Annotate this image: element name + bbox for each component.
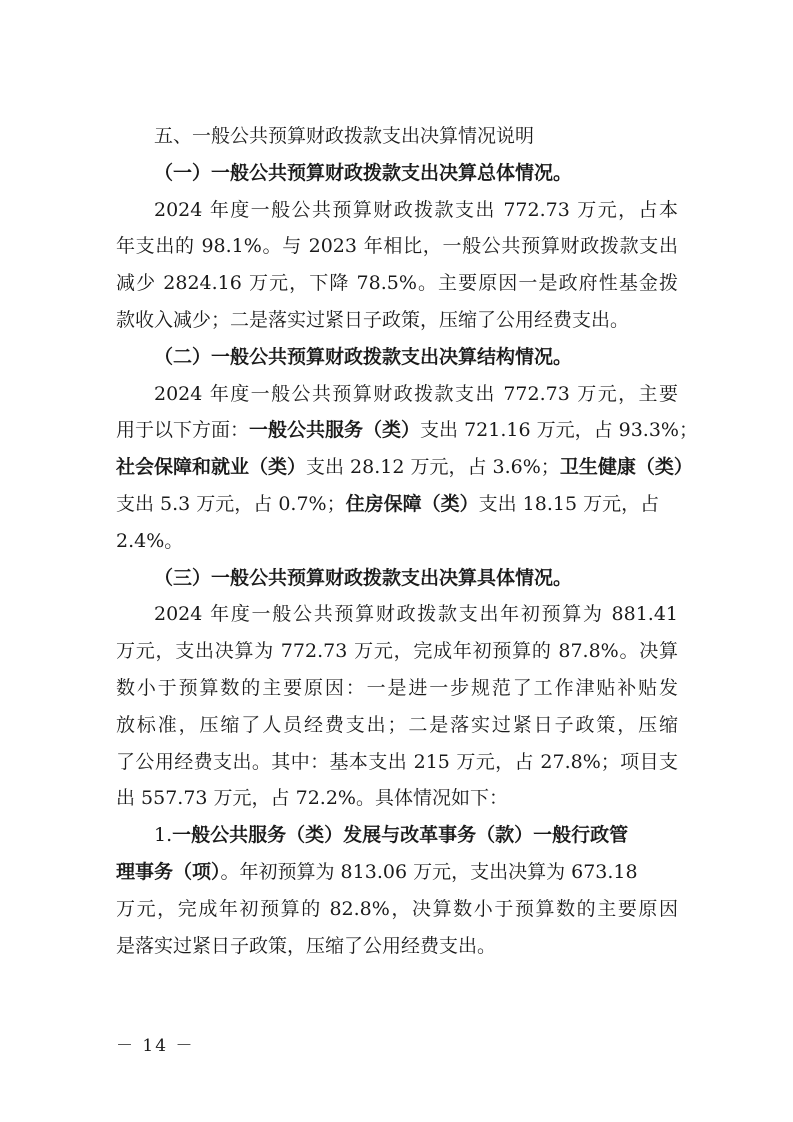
item-title-text: 理事务（项） — [116, 860, 221, 883]
category-label: 社会保障和就业（类） — [116, 456, 307, 479]
document-body — [116, 118, 698, 964]
text-run: 。年初预算为 813.06 万元，支出决算为 673.18 — [220, 860, 638, 883]
category-label: 一般公共服务（类） — [249, 419, 421, 442]
text-run: 支出 18.15 万元，占 — [478, 492, 660, 515]
category-label: 住房保障（类） — [345, 492, 479, 515]
paragraph-line: 出 557.73 万元，占 72.2%。具体情况如下： — [116, 787, 508, 810]
paragraph-line: 是落实过紧日子政策，压缩了公用经费支出。 — [116, 934, 497, 957]
paragraph-line: 万元，支出决算为 772.73 万元，完成年初预算的 87.8%。决算 — [116, 640, 678, 663]
category-label: 卫生健康（类） — [559, 456, 693, 479]
text-run: 支出 5.3 万元，占 0.7%； — [116, 492, 346, 515]
paragraph-line: 款收入减少；二是落实过紧日子政策，压缩了公用经费支出。 — [116, 308, 630, 331]
item-number: 1. — [154, 824, 173, 847]
item-1-title — [116, 817, 678, 854]
subsection-1-heading: （一）一般公共预算财政拨款支出决算总体情况。 — [154, 161, 573, 184]
section-title: 五、一般公共预算财政拨款支出决算情况说明 — [154, 125, 535, 147]
paragraph-line — [116, 486, 678, 523]
paragraph-line: 2.4%。 — [116, 529, 184, 552]
subsection-2-heading: （二）一般公共预算财政拨款支出决算结构情况。 — [154, 345, 573, 368]
paragraph-line: 减少 2824.16 万元，下降 78.5%。主要原因一是政府性基金拨 — [116, 272, 678, 295]
paragraph-line: 万元，完成年初预算的 82.8%，决算数小于预算数的主要原因 — [116, 897, 678, 920]
text-run: 支出 721.16 万元，占 93.3%； — [420, 419, 698, 442]
paragraph-line: 年支出的 98.1%。与 2023 年相比，一般公共预算财政拨款支出 — [116, 235, 678, 258]
paragraph-line: 放标准，压缩了人员经费支出；二是落实过紧日子政策，压缩 — [116, 713, 678, 736]
paragraph-line: 数小于预算数的主要原因：一是进一步规范了工作津贴补贴发 — [116, 676, 678, 699]
paragraph-line — [116, 449, 693, 486]
paragraph-line: 2024 年度一般公共预算财政拨款支出 772.73 万元，主要 — [154, 382, 678, 405]
paragraph-line — [116, 412, 698, 449]
paragraph-line: 2024 年度一般公共预算财政拨款支出 772.73 万元，占本 — [154, 198, 678, 221]
paragraph-line — [116, 854, 678, 891]
text-run: 支出 28.12 万元，占 3.6%； — [306, 456, 560, 479]
paragraph-line: 2024 年度一般公共预算财政拨款支出年初预算为 881.41 — [154, 603, 678, 626]
page-number: － 14 － — [116, 1036, 195, 1056]
text-run: 用于以下方面： — [116, 419, 250, 442]
item-title-text: 一般公共服务（类）发展与改革事务（款）一般行政管 — [172, 824, 629, 847]
subsection-3-heading: （三）一般公共预算财政拨款支出决算具体情况。 — [154, 566, 573, 589]
paragraph-line: 了公用经费支出。其中：基本支出 215 万元，占 27.8%；项目支 — [116, 750, 678, 773]
